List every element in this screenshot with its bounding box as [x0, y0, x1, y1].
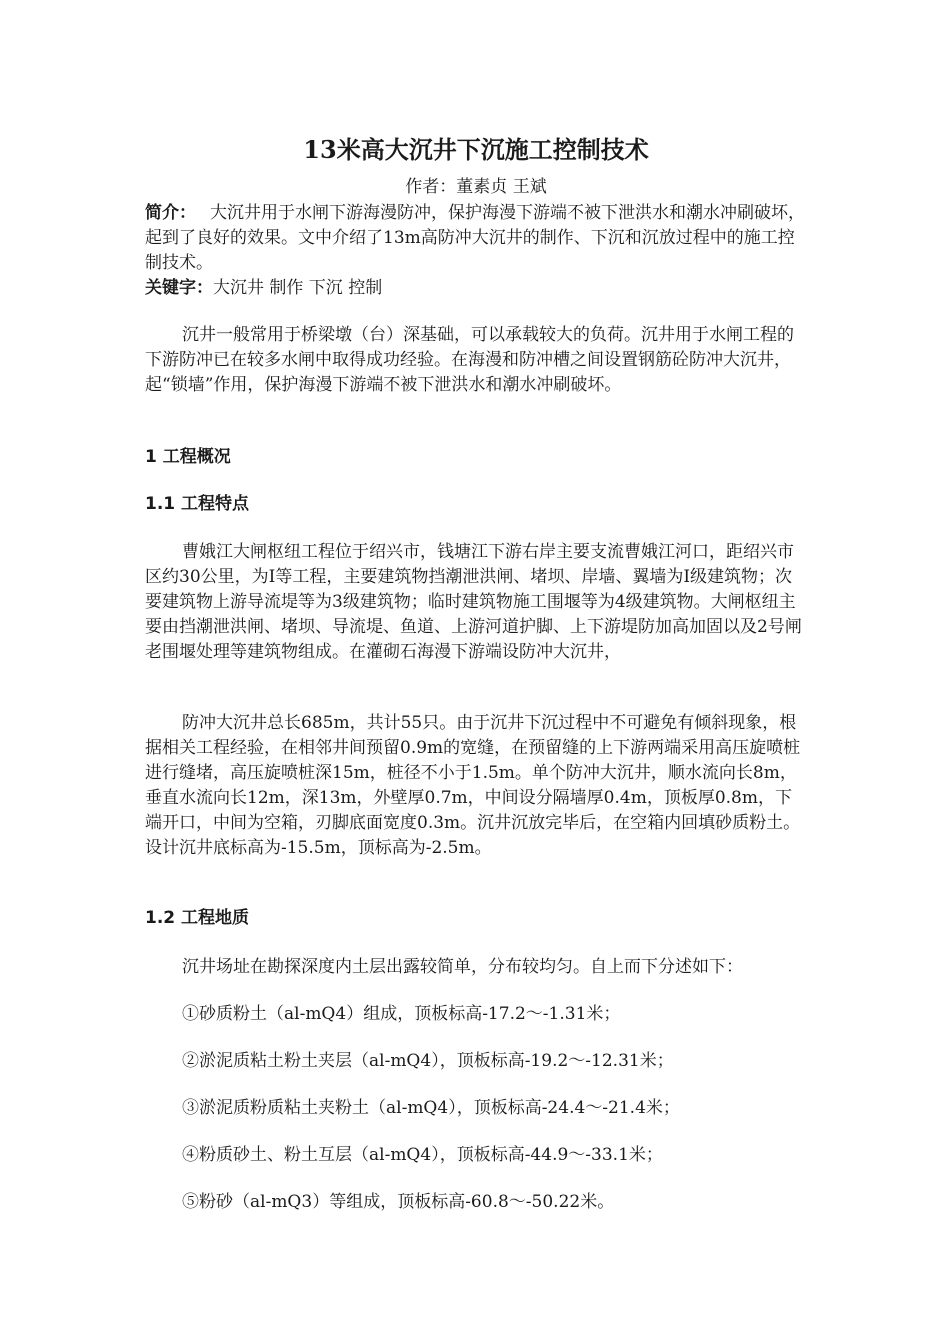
- document-title: 13米高大沉井下沉施工控制技术: [303, 135, 649, 164]
- paragraph-project-features: 曹娥江大闸枢纽工程位于绍兴市，钱塘江下游右岸主要支流曹娥江河口，距绍兴市区约30公里，为Ⅰ等工程，主要建筑物挡潮泄洪闸、堵坝、岸墙、翼墙为Ⅰ级建筑物；次要建筑物上游导流堤等为3级建筑物；临时建筑物施工围堰等为4级建筑物。大闸枢纽主要由挡潮泄洪闸、堵坝、导流堤、鱼道、上游河道护脚、上下游堤防加高加固以及2号闸老围堰处理等建筑物组成。在灌砌石海漫下游端设防冲大沉井，: [145, 542, 802, 662]
- section-heading-1-2: 1.2 工程地质: [145, 908, 250, 928]
- authors-line: 作者：董素贞 王斌: [405, 177, 547, 197]
- section-heading-1: 1 工程概况: [145, 447, 231, 467]
- paragraph-caisson-details: 防冲大沉井总长685m，共计55只。由于沉井下沉过程中不可避免有倾斜现象，根据相关工程经验，在相邻井间预留0.9m的宽缝，在预留缝的上下游两端采用高压旋喷桩进行缝堵，高压旋喷桩深15m，桩径不小于1.5m。单个防冲大沉井，顺水流向长8m，垂直水流向长12m，深13m，外壁厚0.7m，中间设分隔墙厚0.4m，顶板厚0.8m，下端开口，中间为空箱，刃脚底面宽度0.3m。沉井沉放完毕后，在空箱内回填砂质粉土。设计沉井底标高为-15.5m，顶标高为-2.5m。: [145, 713, 801, 858]
- geology-layer-3: ③淤泥质粉质粘土夹粉土（al-mQ4），顶板标高-24.4～-21.4米；: [182, 1098, 680, 1118]
- abstract-label: 简介：: [145, 203, 196, 223]
- keywords-label: 关键字：: [145, 278, 213, 298]
- section-heading-1-1: 1.1 工程特点: [145, 494, 250, 514]
- geology-layer-5: ⑤粉砂（al-mQ3）等组成，顶板标高-60.8～-50.22米。: [182, 1192, 615, 1212]
- geology-layer-2: ②淤泥质粘土粉土夹层（al-mQ4），顶板标高-19.2～-12.31米；: [182, 1051, 674, 1071]
- geology-layer-4: ④粉质砂土、粉土互层（al-mQ4），顶板标高-44.9～-33.1米；: [182, 1145, 663, 1165]
- keywords-paragraph: [145, 276, 807, 301]
- geology-layer-1: ①砂质粉土（al-mQ4）组成，顶板标高-17.2～-1.31米；: [182, 1004, 621, 1024]
- abstract-paragraph: [145, 201, 807, 276]
- keywords-text: 大沉井 制作 下沉 控制: [213, 278, 383, 298]
- abstract-text: 大沉井用于水闸下游海漫防冲，保护海漫下游端不被下泄洪水和潮水冲刷破坏，起到了良好的效果。文中介绍了13m高防冲大沉井的制作、下沉和沉放过程中的施工控制技术。: [145, 203, 805, 273]
- intro-paragraph: 沉井一般常用于桥梁墩（台）深基础，可以承载较大的负荷。沉井用于水闸工程的下游防冲已在较多水闸中取得成功经验。在海漫和防冲槽之间设置钢筋砼防冲大沉井，起“锁墙”作用，保护海漫下游端不被下泄洪水和潮水冲刷破坏。: [145, 325, 794, 395]
- geology-intro: 沉井场址在勘探深度内土层出露较简单，分布较均匀。自上而下分述如下：: [182, 957, 743, 977]
